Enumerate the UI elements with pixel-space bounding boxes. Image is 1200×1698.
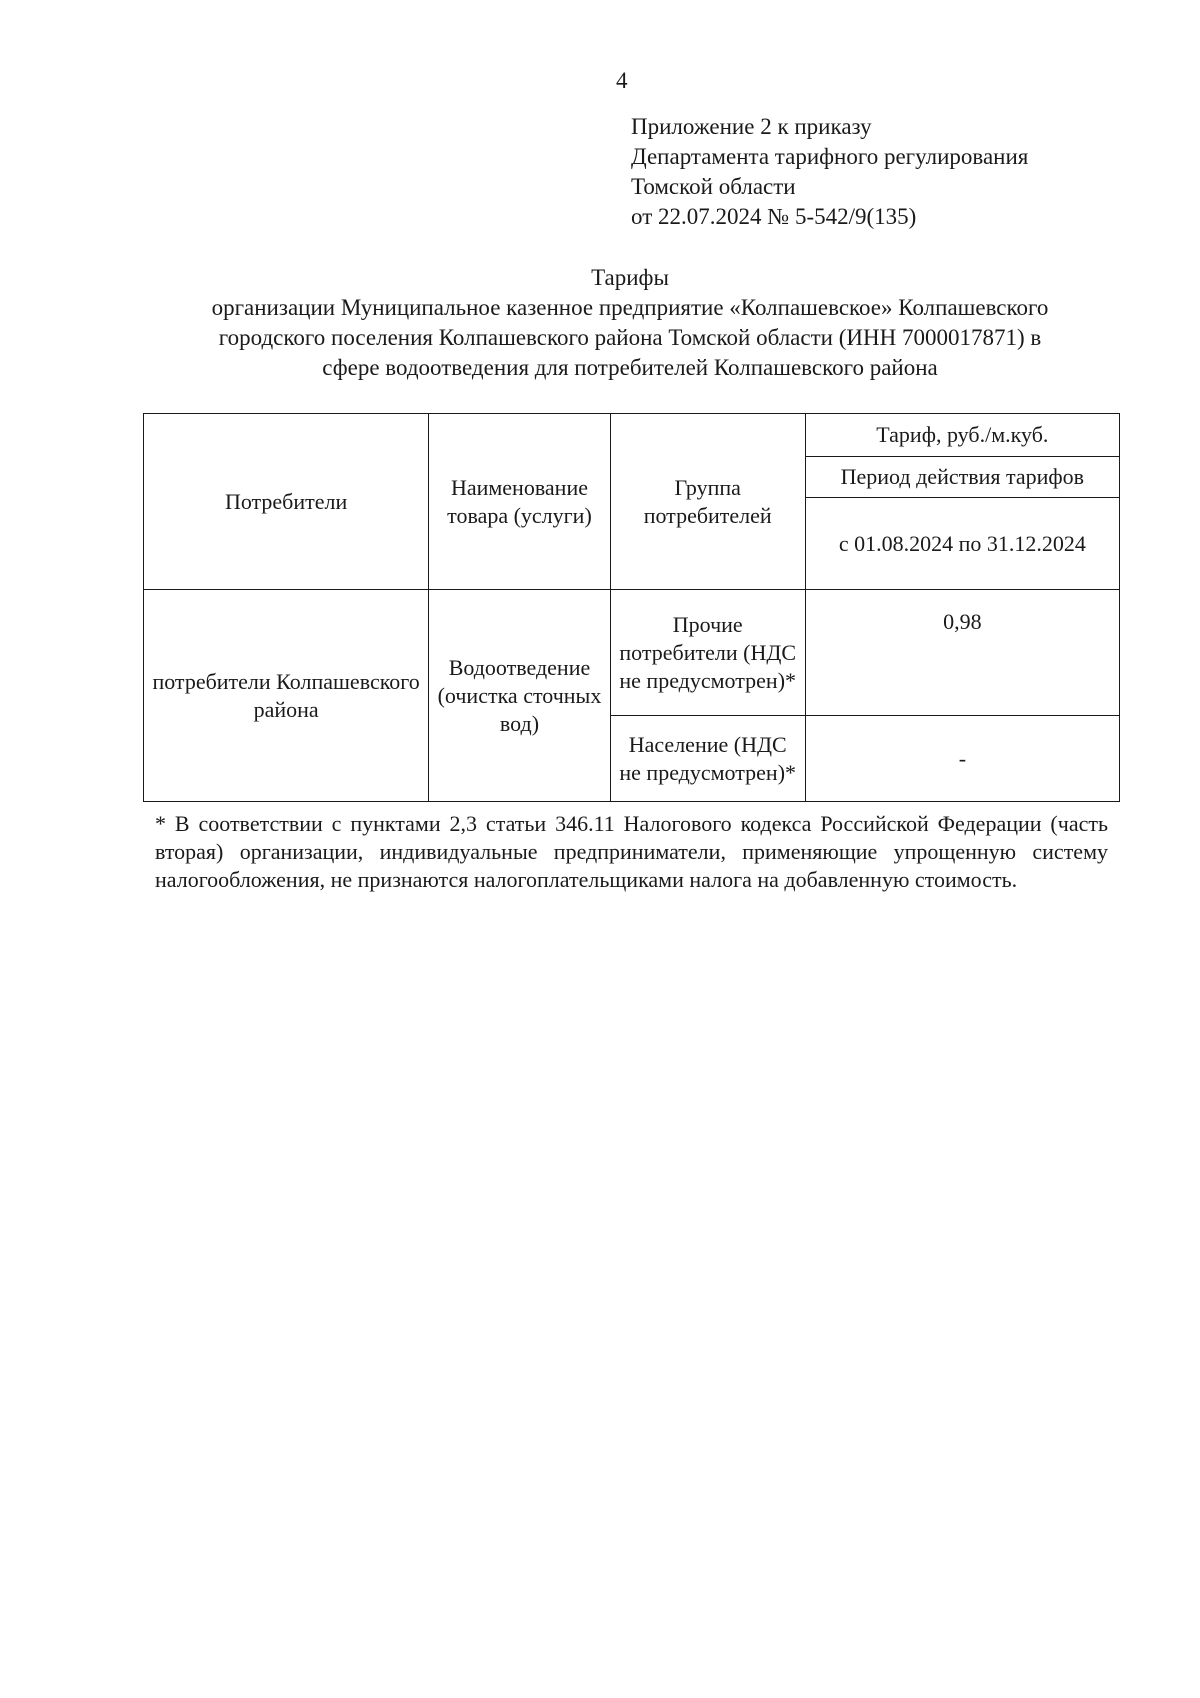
group-other-consumers: Прочие потребители (НДС не предусмотрен)* xyxy=(610,590,805,716)
row-service: Водоотведение (очистка сточных вод) xyxy=(429,590,611,802)
tariff-value-other: 0,98 xyxy=(805,590,1119,716)
header-period-value: с 01.08.2024 по 31.12.2024 xyxy=(805,498,1119,590)
title-line: организации Муниципальное казенное предприятие «Колпашевское» Колпашевского xyxy=(211,295,1049,320)
title-heading: Тарифы xyxy=(591,265,669,290)
title-line: городского поселения Колпашевского района Томской области (ИНН 7000017871) в xyxy=(218,325,1042,350)
appendix-line: Томской области xyxy=(631,174,796,199)
tariff-value-population: - xyxy=(805,716,1119,802)
appendix-line: Приложение 2 к приказу xyxy=(631,114,872,139)
header-group: Группа потребителей xyxy=(610,414,805,590)
header-service: Наименование товара (услуги) xyxy=(429,414,611,590)
row-consumers: потребители Колпашевского района xyxy=(144,590,429,802)
group-population: Население (НДС не предусмотрен)* xyxy=(610,716,805,802)
page-number: 4 xyxy=(616,68,628,93)
appendix-line: от 22.07.2024 № 5-542/9(135) xyxy=(631,204,917,229)
header-consumers: Потребители xyxy=(144,414,429,590)
header-tariff: Тариф, руб./м.куб. xyxy=(805,414,1119,457)
tariff-table xyxy=(143,413,1120,802)
appendix-reference xyxy=(631,112,1028,232)
header-period-label: Период действия тарифов xyxy=(805,457,1119,498)
document-title xyxy=(140,263,1120,383)
footnote: * В соответствии с пунктами 2,3 статьи 346.11 Налогового кодекса Российской Федерации (часть вторая) организации, индивидуальные предприниматели, применяющие упрощенную систему налогообложения, не признаются налогоплательщиками налога на добавленную стоимость. xyxy=(155,811,1108,892)
title-line: сфере водоотведения для потребителей Колпашевского района xyxy=(322,355,938,380)
appendix-line: Департамента тарифного регулирования xyxy=(631,144,1029,169)
